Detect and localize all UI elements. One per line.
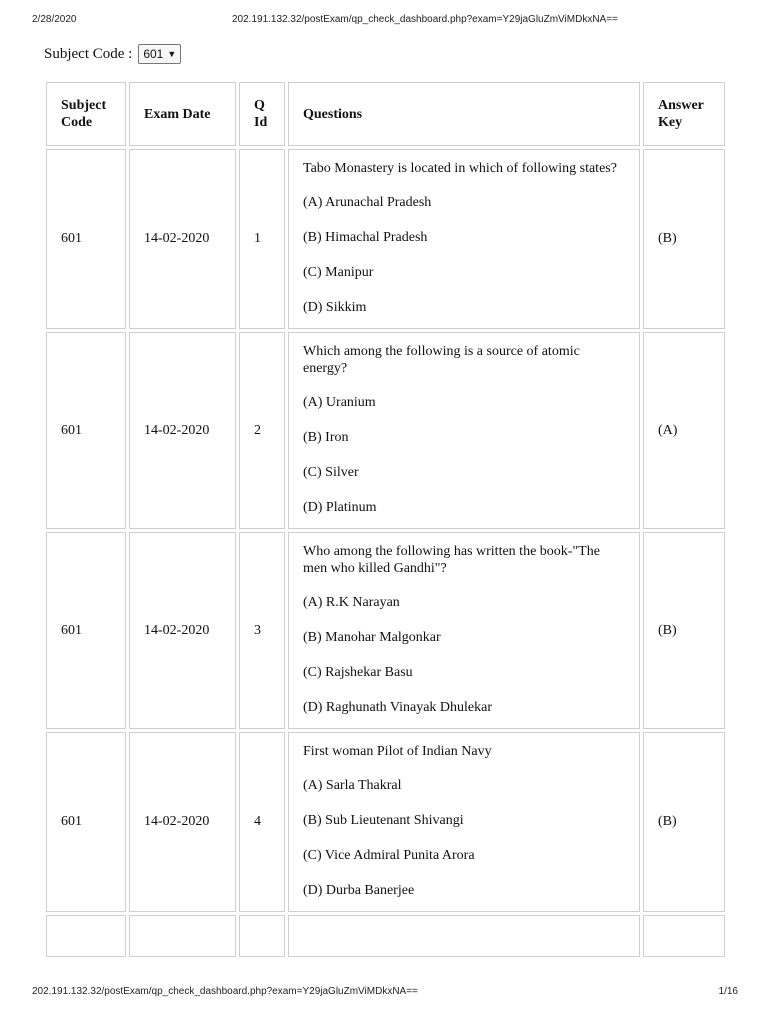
answer-option: (B) Himachal Pradesh bbox=[303, 230, 428, 245]
subject-code-selected-value: 601 bbox=[143, 47, 164, 61]
print-header bbox=[32, 14, 738, 28]
cell-exam-date: 14-02-2020 bbox=[129, 332, 236, 529]
answer-option: (B) Manohar Malgonkar bbox=[303, 630, 441, 645]
cell-answer-key: (B) bbox=[643, 732, 725, 912]
print-date: 2/28/2020 bbox=[32, 14, 77, 25]
answer-option: (C) Vice Admiral Punita Arora bbox=[303, 848, 475, 863]
cell-question bbox=[288, 149, 640, 329]
table-cell bbox=[129, 915, 236, 957]
header-answer-key: Answer Key bbox=[643, 82, 725, 146]
cell-question bbox=[288, 532, 640, 729]
answer-option: (A) R.K Narayan bbox=[303, 595, 400, 610]
question-text: First woman Pilot of Indian Navy bbox=[303, 744, 492, 759]
cell-answer-key: (B) bbox=[643, 149, 725, 329]
header-questions: Questions bbox=[288, 82, 640, 146]
cell-exam-date: 14-02-2020 bbox=[129, 532, 236, 729]
cell-subject-code: 601 bbox=[46, 149, 126, 329]
table-row bbox=[46, 149, 725, 329]
print-url: 202.191.132.32/postExam/qp_check_dashboard.php?exam=Y29jaGluZmViMDkxNA== bbox=[232, 14, 618, 25]
cell-answer-key: (A) bbox=[643, 332, 725, 529]
cell-question bbox=[288, 332, 640, 529]
table-row bbox=[46, 732, 725, 912]
cell-exam-date: 14-02-2020 bbox=[129, 732, 236, 912]
footer-url: 202.191.132.32/postExam/qp_check_dashboard.php?exam=Y29jaGluZmViMDkxNA== bbox=[32, 986, 418, 997]
answer-option: (A) Sarla Thakral bbox=[303, 778, 402, 793]
answer-option: (C) Manipur bbox=[303, 265, 374, 280]
table-row-partial bbox=[46, 915, 725, 957]
header-q-id: Q Id bbox=[239, 82, 285, 146]
table-row bbox=[46, 332, 725, 529]
answer-option: (A) Arunachal Pradesh bbox=[303, 195, 432, 210]
questions-table-container bbox=[43, 79, 728, 988]
cell-q-id: 1 bbox=[239, 149, 285, 329]
question-text: Tabo Monastery is located in which of following states? bbox=[303, 161, 617, 176]
cell-exam-date: 14-02-2020 bbox=[129, 149, 236, 329]
answer-option: (D) Platinum bbox=[303, 500, 377, 515]
dropdown-arrow-icon: ▼ bbox=[167, 49, 177, 59]
cell-q-id: 2 bbox=[239, 332, 285, 529]
table-header-row bbox=[46, 82, 725, 146]
header-exam-date: Exam Date bbox=[129, 82, 236, 146]
question-text: Who among the following has written the book-"The men who killed Gandhi"? bbox=[303, 544, 600, 576]
answer-option: (C) Rajshekar Basu bbox=[303, 665, 413, 680]
answer-option: (C) Silver bbox=[303, 465, 359, 480]
table-cell bbox=[46, 915, 126, 957]
subject-code-select[interactable] bbox=[138, 44, 181, 64]
header-subject-code: Subject Code bbox=[46, 82, 126, 146]
answer-option: (D) Sikkim bbox=[303, 300, 367, 315]
answer-option: (D) Durba Banerjee bbox=[303, 883, 415, 898]
subject-code-label: Subject Code : bbox=[44, 45, 133, 62]
print-footer bbox=[32, 986, 738, 1000]
questions-table bbox=[43, 79, 728, 960]
answer-option: (B) Sub Lieutenant Shivangi bbox=[303, 813, 464, 828]
table-row bbox=[46, 532, 725, 729]
table-cell bbox=[643, 915, 725, 957]
table-cell bbox=[239, 915, 285, 957]
answer-option: (A) Uranium bbox=[303, 395, 376, 410]
page-number: 1/16 bbox=[718, 986, 738, 997]
cell-subject-code: 601 bbox=[46, 732, 126, 912]
answer-option: (B) Iron bbox=[303, 430, 349, 445]
cell-question bbox=[288, 732, 640, 912]
cell-subject-code: 601 bbox=[46, 332, 126, 529]
question-text: Which among the following is a source of atomic energy? bbox=[303, 344, 580, 376]
cell-subject-code: 601 bbox=[46, 532, 126, 729]
answer-option: (D) Raghunath Vinayak Dhulekar bbox=[303, 700, 493, 715]
subject-code-filter bbox=[44, 44, 181, 64]
cell-answer-key: (B) bbox=[643, 532, 725, 729]
cell-q-id: 3 bbox=[239, 532, 285, 729]
cell-q-id: 4 bbox=[239, 732, 285, 912]
table-cell bbox=[288, 915, 640, 957]
